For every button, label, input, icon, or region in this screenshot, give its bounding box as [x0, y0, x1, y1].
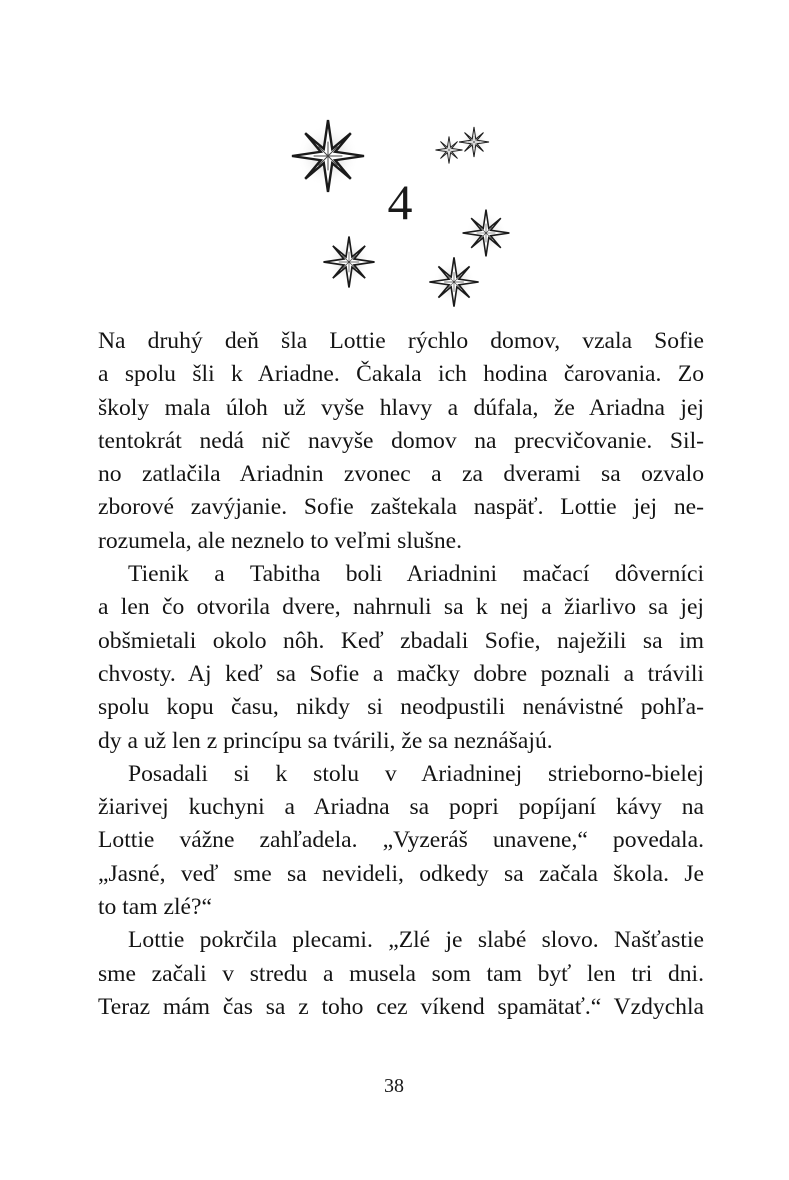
chapter-body-text: [98, 325, 704, 1024]
text-line: školy mala úloh už vyše hlavy a dúfala, že Ariadna jej: [98, 394, 704, 421]
text-line: dy a už len z princípu sa tvárili, že sa neznášajú.: [98, 727, 553, 754]
text-line: zborové zavýjanie. Sofie zaštekala naspäť. Lottie jej ne-: [98, 494, 704, 521]
text-line: Teraz mám čas sa z toho cez víkend spamätať.“ Vzdychla: [98, 993, 704, 1020]
text-line: to tam zlé?“: [98, 894, 212, 921]
text-line: tentokrát nedá nič navyše domov na precvičovanie. Sil-: [98, 427, 704, 454]
text-line: no zatlačila Ariadnin zvonec a za dverami sa ozvalo: [98, 461, 704, 488]
text-line: a len čo otvorila dvere, nahrnuli sa k nej a žiarlivo sa jej: [98, 594, 704, 621]
text-line: Na druhý deň šla Lottie rýchlo domov, vzala Sofie: [98, 328, 704, 354]
text-line: rozumela, ale neznelo to veľmi slušne.: [98, 527, 463, 554]
text-line: obšmietali okolo nôh. Keď zbadali Sofie, naježili sa im: [98, 627, 704, 654]
text-line: Lottie vážne zahľadela. „Vyzeráš unavene,“ povedala.: [98, 827, 704, 854]
text-line: chvosty. Aj keď sa Sofie a mačky dobre poznali a trávili: [98, 660, 704, 687]
text-line: spolu kopu času, nikdy si neodpustili nenávistné pohľa-: [98, 694, 704, 721]
text-line: žiarivej kuchyni a Ariadna sa popri popíjaní kávy na: [98, 794, 704, 821]
text-line: sme začali v stredu a musela som tam byť len tri dni.: [98, 960, 704, 987]
text-line: Tienik a Tabitha boli Ariadnini mačací dôverníci: [128, 561, 704, 588]
text-line: Posadali si k stolu v Ariadninej strieborno-bielej: [128, 760, 704, 787]
text-line: a spolu šli k Ariadne. Čakala ich hodina čarovania. Zo: [98, 361, 704, 388]
page-number: 38: [384, 1075, 404, 1097]
text-line: „Jasné, veď sme sa nevideli, odkedy sa začala škola. Je: [98, 860, 704, 887]
text-line: Lottie pokrčila plecami. „Zlé je slabé slovo. Našťastie: [128, 927, 704, 954]
chapter-number: 4: [387, 174, 413, 230]
